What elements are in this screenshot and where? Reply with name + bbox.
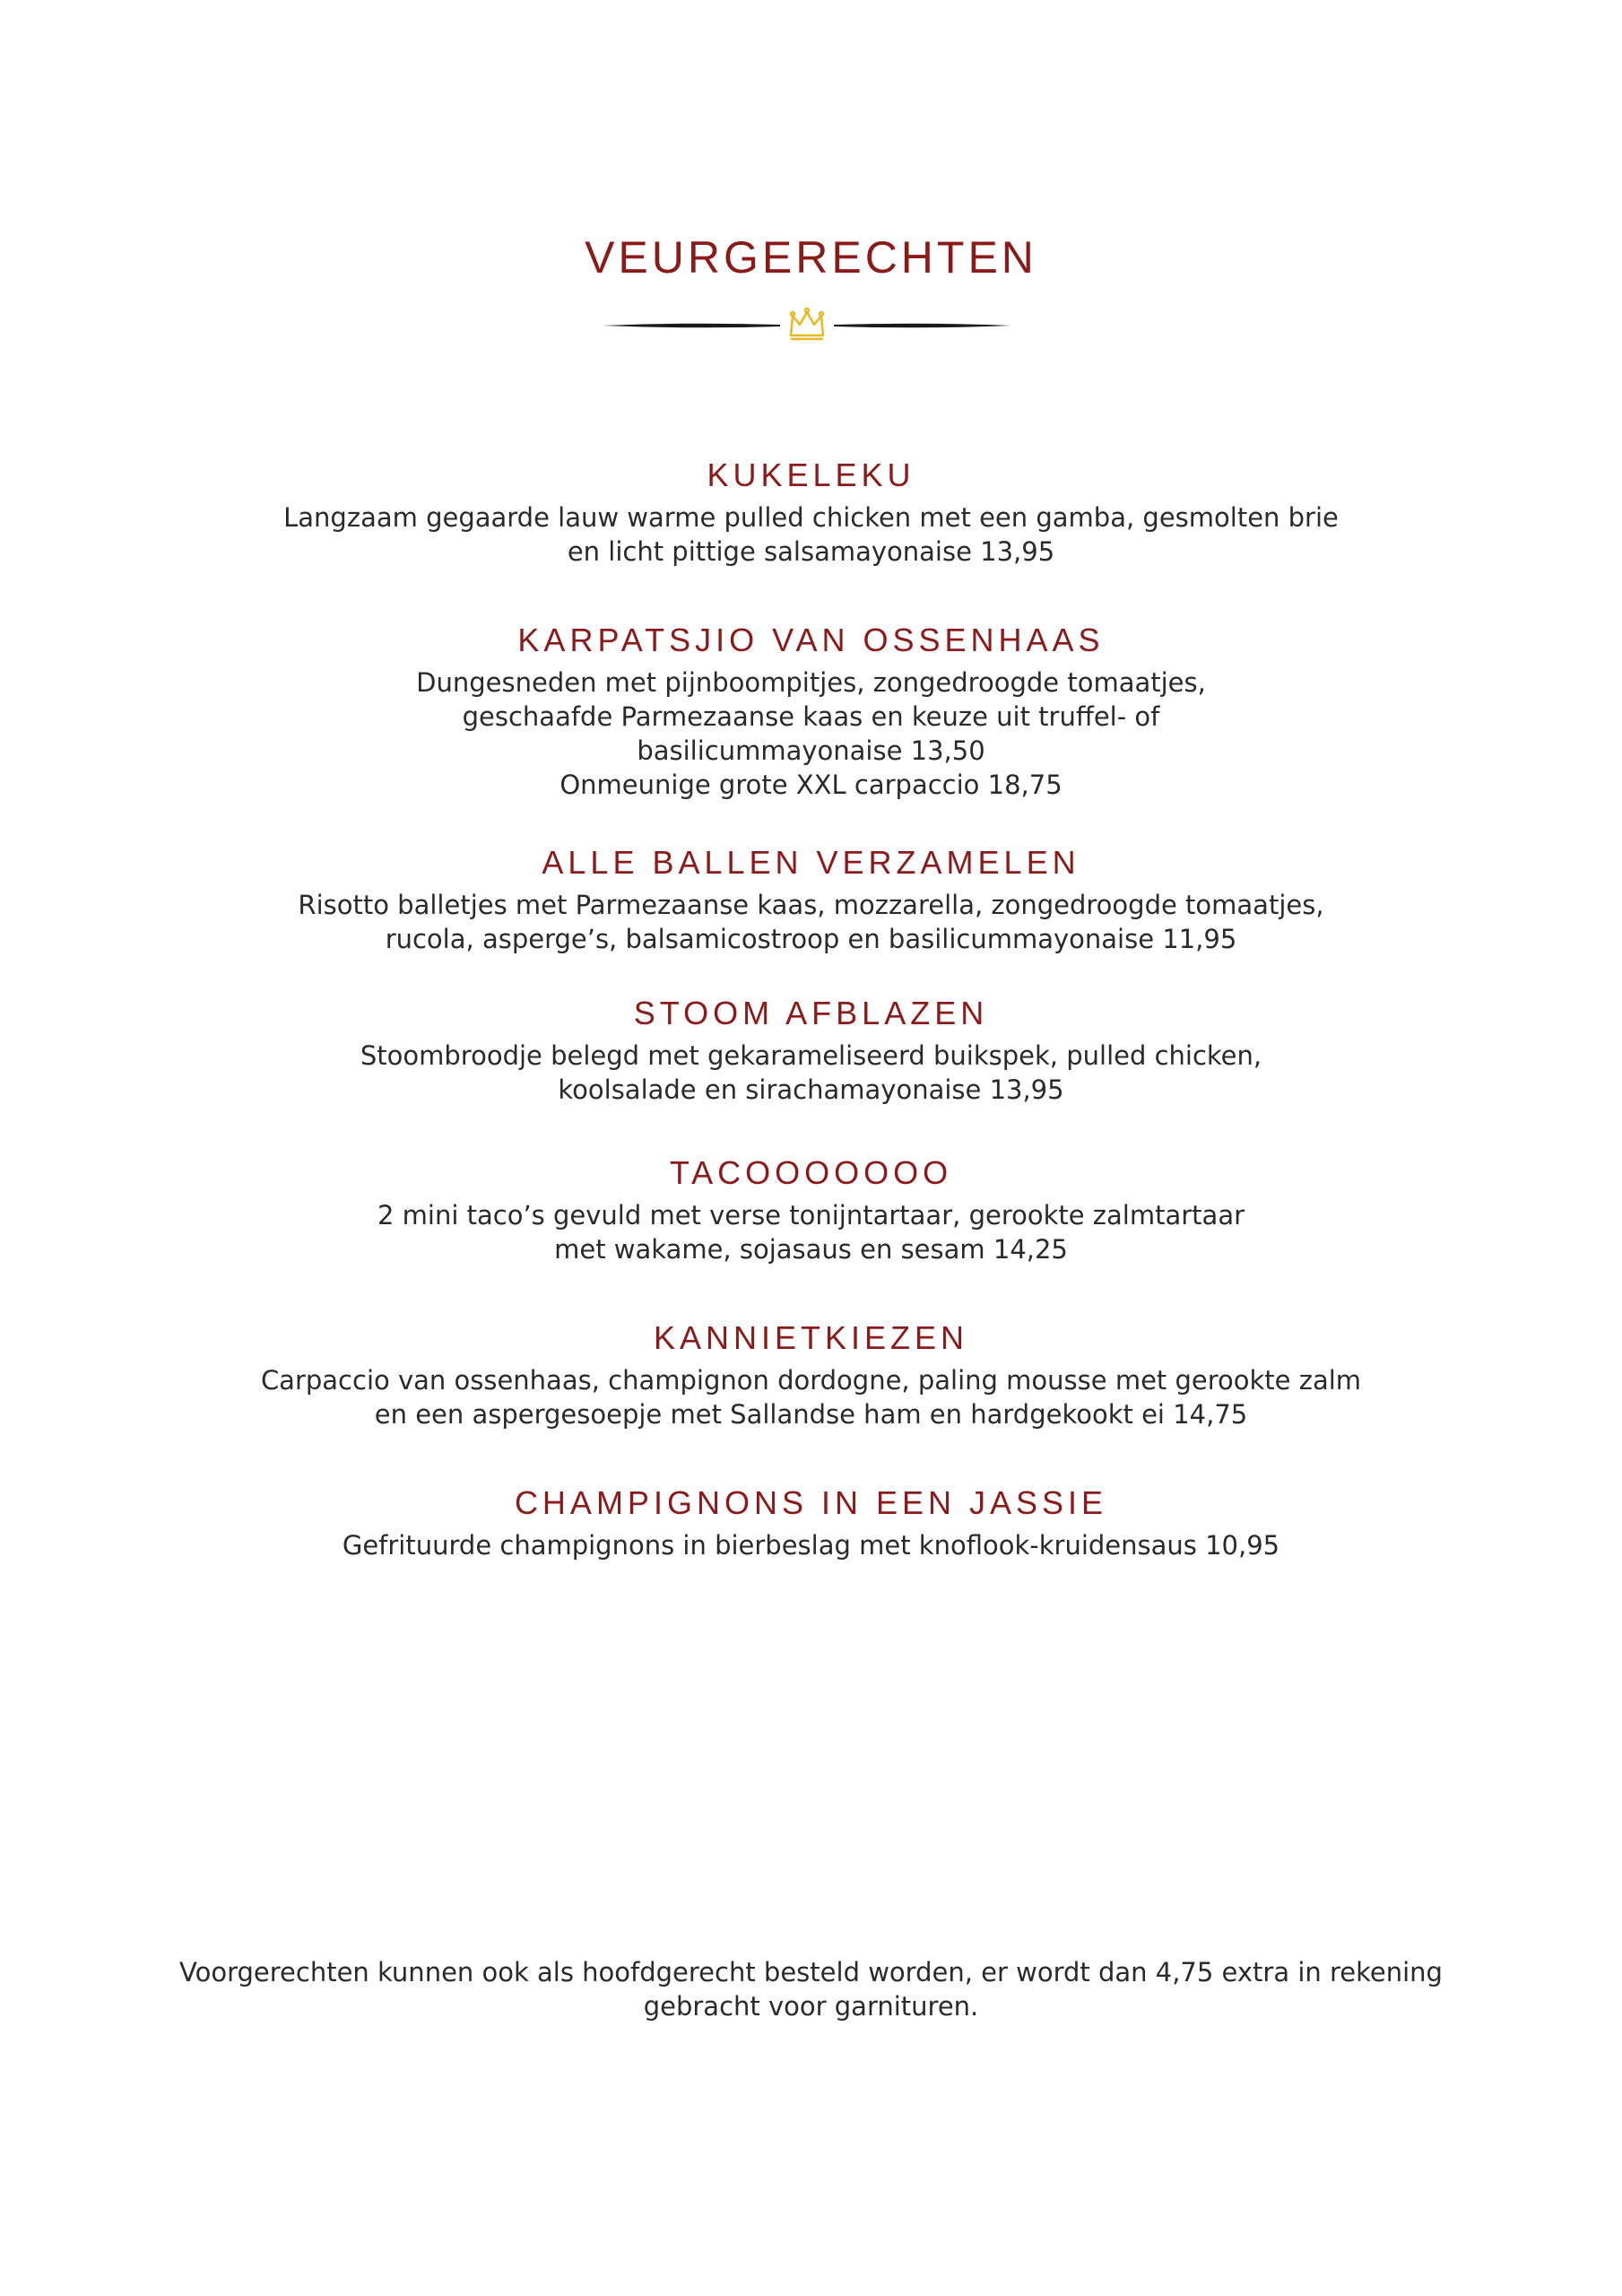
dish-description-line: geschaafde Parmezaanse kaas en keuze uit truffel- of <box>462 701 1160 732</box>
footnote-line: gebracht voor garnituren. <box>643 1991 979 2022</box>
dish-description-line: 2 mini taco’s gevuld met verse tonijntartaar, gerookte zalmtartaar <box>377 1200 1245 1231</box>
divider-right-line <box>834 324 1011 328</box>
dish-name: KARPATSJIO VAN OSSENHAAS <box>517 622 1105 658</box>
dish-alle-ballen-verzamelen <box>0 845 1622 956</box>
dish-description-line: koolsalade en sirachamayonaise 13,95 <box>558 1074 1064 1105</box>
dish-name: KUKELEKU <box>707 457 915 493</box>
dish-description-line: Onmeunige grote XXL carpaccio 18,75 <box>559 770 1063 800</box>
dish-karpatsjio-van-ossenhaas <box>0 622 1622 802</box>
dish-description-line: en een aspergesoepje met Sallandse ham en hardgekookt ei 14,75 <box>374 1399 1248 1430</box>
dish-description-line: Stoombroodje belegd met gekarameliseerd buikspek, pulled chicken, <box>360 1040 1262 1071</box>
dish-description-line: Risotto balletjes met Parmezaanse kaas, mozzarella, zongedroogde tomaatjes, <box>298 890 1324 920</box>
dish-description-line: Langzaam gegaarde lauw warme pulled chicken met een gamba, gesmolten brie <box>283 502 1339 533</box>
dish-description-line: Carpaccio van ossenhaas, champignon dordogne, paling mousse met gerookte zalm <box>260 1365 1362 1396</box>
dish-kukeleku <box>0 457 1622 569</box>
dish-description-line: en licht pittige salsamayonaise 13,95 <box>567 536 1055 567</box>
dish-tacoooooooo <box>0 1155 1622 1266</box>
dish-description-line: met wakame, sojasaus en sesam 14,25 <box>554 1234 1068 1265</box>
divider-left-line <box>603 324 780 328</box>
dish-name: CHAMPIGNONS IN EEN JASSIE <box>514 1484 1108 1521</box>
footnote <box>0 1955 1622 2023</box>
dish-name: TACOOOOOOO <box>669 1154 953 1191</box>
dish-kannietkiezen <box>0 1320 1622 1431</box>
dish-stoom-afblazen <box>0 996 1622 1107</box>
title-divider <box>601 303 1013 348</box>
footnote-line: Voorgerechten kunnen ook als hoofdgerecht besteld worden, er wordt dan 4,75 extra in rekening <box>179 1957 1443 1987</box>
dish-description-line: Dungesneden met pijnboompitjes, zongedroogde tomaatjes, <box>416 667 1206 698</box>
dish-name: KANNIETKIEZEN <box>653 1319 969 1356</box>
page-title: VEURGERECHTEN <box>585 232 1037 283</box>
crown-icon <box>791 309 823 339</box>
dish-description-line: basilicummayonaise 13,50 <box>637 735 985 766</box>
dish-name: ALLE BALLEN VERZAMELEN <box>542 844 1080 881</box>
dish-description-line: rucola, asperge’s, balsamicostroop en basilicummayonaise 11,95 <box>385 924 1237 954</box>
dish-name: STOOM AFBLAZEN <box>633 995 989 1031</box>
dish-champignons-in-een-jassie <box>0 1485 1622 1562</box>
dish-description-line: Gefrituurde champignons in bierbeslag met knoflook-kruidensaus 10,95 <box>342 1530 1280 1561</box>
